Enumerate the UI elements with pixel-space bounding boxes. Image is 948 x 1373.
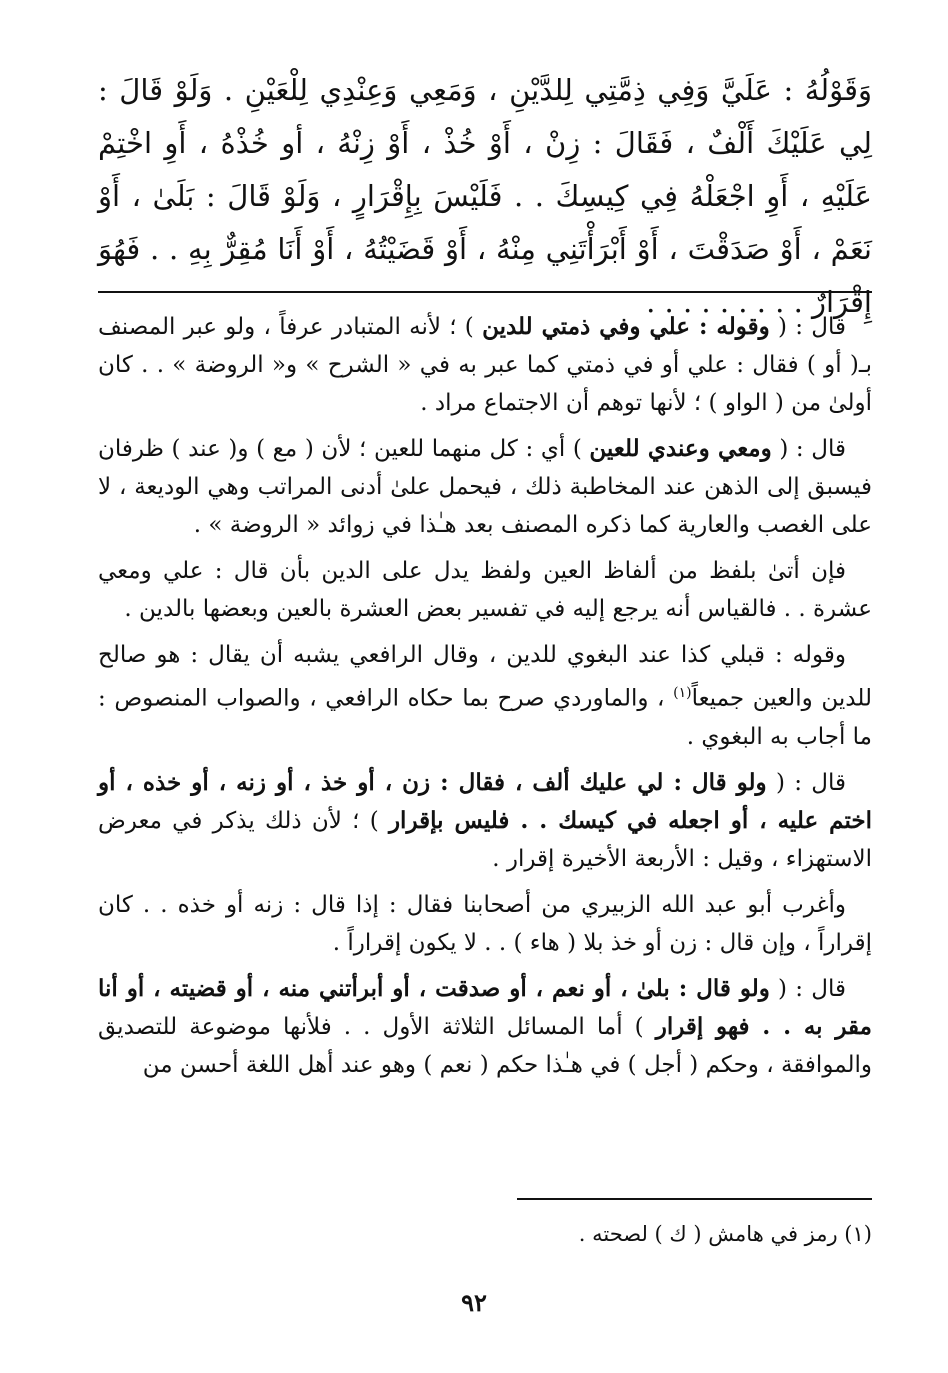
commentary-paragraph <box>98 764 872 878</box>
commentary-paragraph <box>98 636 872 756</box>
commentary-text: وأغرب أبو عبد الله الزبيري من أصحابنا فقال : إذا قال : زنه أو خذه . . كان إقراراً ، وإن قال : زن أو خذ بلا ( هاء ) . . لا يكون إقراراً . <box>98 891 872 956</box>
commentary-paragraph <box>98 970 872 1084</box>
commentary-paragraph <box>98 430 872 544</box>
commentary-text: قال : ( <box>769 975 846 1002</box>
main-text-separator <box>98 291 872 293</box>
commentary-text: فإن أتىٰ بلفظ من ألفاظ العين ولفظ يدل على الدين بأن قال : علي ومعي عشرة . . فالقياس أنه يرجع إليه في تفسير بعض العشرة بالعين وبعضها بالدين . <box>98 558 872 622</box>
footnote: (١) رمز في هامش ( ك ) لصحته . <box>578 1222 872 1246</box>
quoted-matn: وقوله : علي وفي ذمتي للدين <box>482 313 770 340</box>
footnote-marker: (١) <box>673 685 692 701</box>
commentary-paragraph <box>98 308 872 422</box>
commentary-text: قال : ( <box>769 314 846 340</box>
commentary-text: قال : ( <box>766 769 847 796</box>
commentary-text: ) أما المسائل الثلاثة الأول . . فلأنها موضوعة للتصديق والموافقة ، وحكم ( أجل ) في هـٰذا حكم ( نعم ) وهو عند أهل اللغة أحسن من <box>98 1013 872 1078</box>
commentary-text: ) ؛ لأنه المتبادر عرفاً ، ولو عبر المصنف بـ( أو ) فقال : علي أو في ذمتي كما عبر به في « الشرح » و« الروضة » . . كان أولىٰ من ( الواو ) ؛ لأنها توهم أن الاجتماع مراد . <box>98 314 872 416</box>
commentary-text: ، والماوردي صرح بما حكاه الرافعي ، والصواب المنصوص : ما أجاب به البغوي . <box>98 685 872 750</box>
page-number: ٩٢ <box>461 1288 487 1317</box>
commentary-text: ) أي : كل منهما للعين ؛ لأن ( مع ) و( عند ) ظرفان فيسبق إلى الذهن عند المخاطبة ذلك ، فيحمل علىٰ أدنى المراتب وهي الوديعة ، لا على الغصب والعارية كما ذكره المصنف بعد هـٰذا في زوائد « الروضة » . <box>98 436 872 538</box>
commentary-paragraph <box>98 552 872 628</box>
commentary-text: وقوله : قبلي كذا عند البغوي للدين ، وقال الرافعي يشبه أن يقال : هو صالح للدين والعين جميعاً <box>98 642 872 712</box>
footnote-separator <box>517 1198 872 1200</box>
commentary-paragraph <box>98 886 872 962</box>
main-text: وَقَوْلُهُ : عَلَيَّ وَفِي ذِمَّتِي لِلدَّيْنِ ، وَمَعِي وَعِنْدِي لِلْعَيْنِ . وَلَوْ قَالَ : لِي عَلَيْكَ أَلْفٌ ، فَقَالَ : زِنْ ، أَوْ خُذْ ، أَوْ زِنْهُ ، أو خُذْهُ ، أَوِ اخْتِمْ عَلَيْهِ ، أَوِ اجْعَلْهُ فِي كِيسِكَ . . فَلَيْسَ بِإِقْرَارٍ ، وَلَوْ قَالَ : بَلَىٰ ، أَوْ نَعَمْ ، أَوْ صَدَقْتَ ، أَوْ أَبْرَأْتَنِي مِنْهُ ، أَوْ قَضَيْتُهُ ، أَوْ أَنَا مُقِرٌّ بِهِ . . فَهُوَ إِقْرَارٌ . . . . . . . . . <box>98 73 872 319</box>
quoted-matn: ومعي وعندي للعين <box>589 435 772 462</box>
commentary <box>98 308 872 1092</box>
quoted-matn: ولو قال : بلىٰ ، أو نعم ، أو صدقت ، أو أبرأتني منه ، أو قضيته ، أو أنا مقر به . . فهو إقرار <box>98 974 872 1040</box>
commentary-text: ) ؛ لأن ذلك يذكر في معرض الاستهزاء ، وقيل : الأربعة الأخيرة إقرار . <box>98 807 872 872</box>
commentary-text: قال : ( <box>771 436 846 462</box>
quoted-matn: ولو قال : لي عليك ألف ، فقال : زن ، أو خذ ، أو زنه ، أو خذه ، أو اختم عليه ، أو اجعله في كيسك . . فليس بإقرار <box>98 768 872 834</box>
